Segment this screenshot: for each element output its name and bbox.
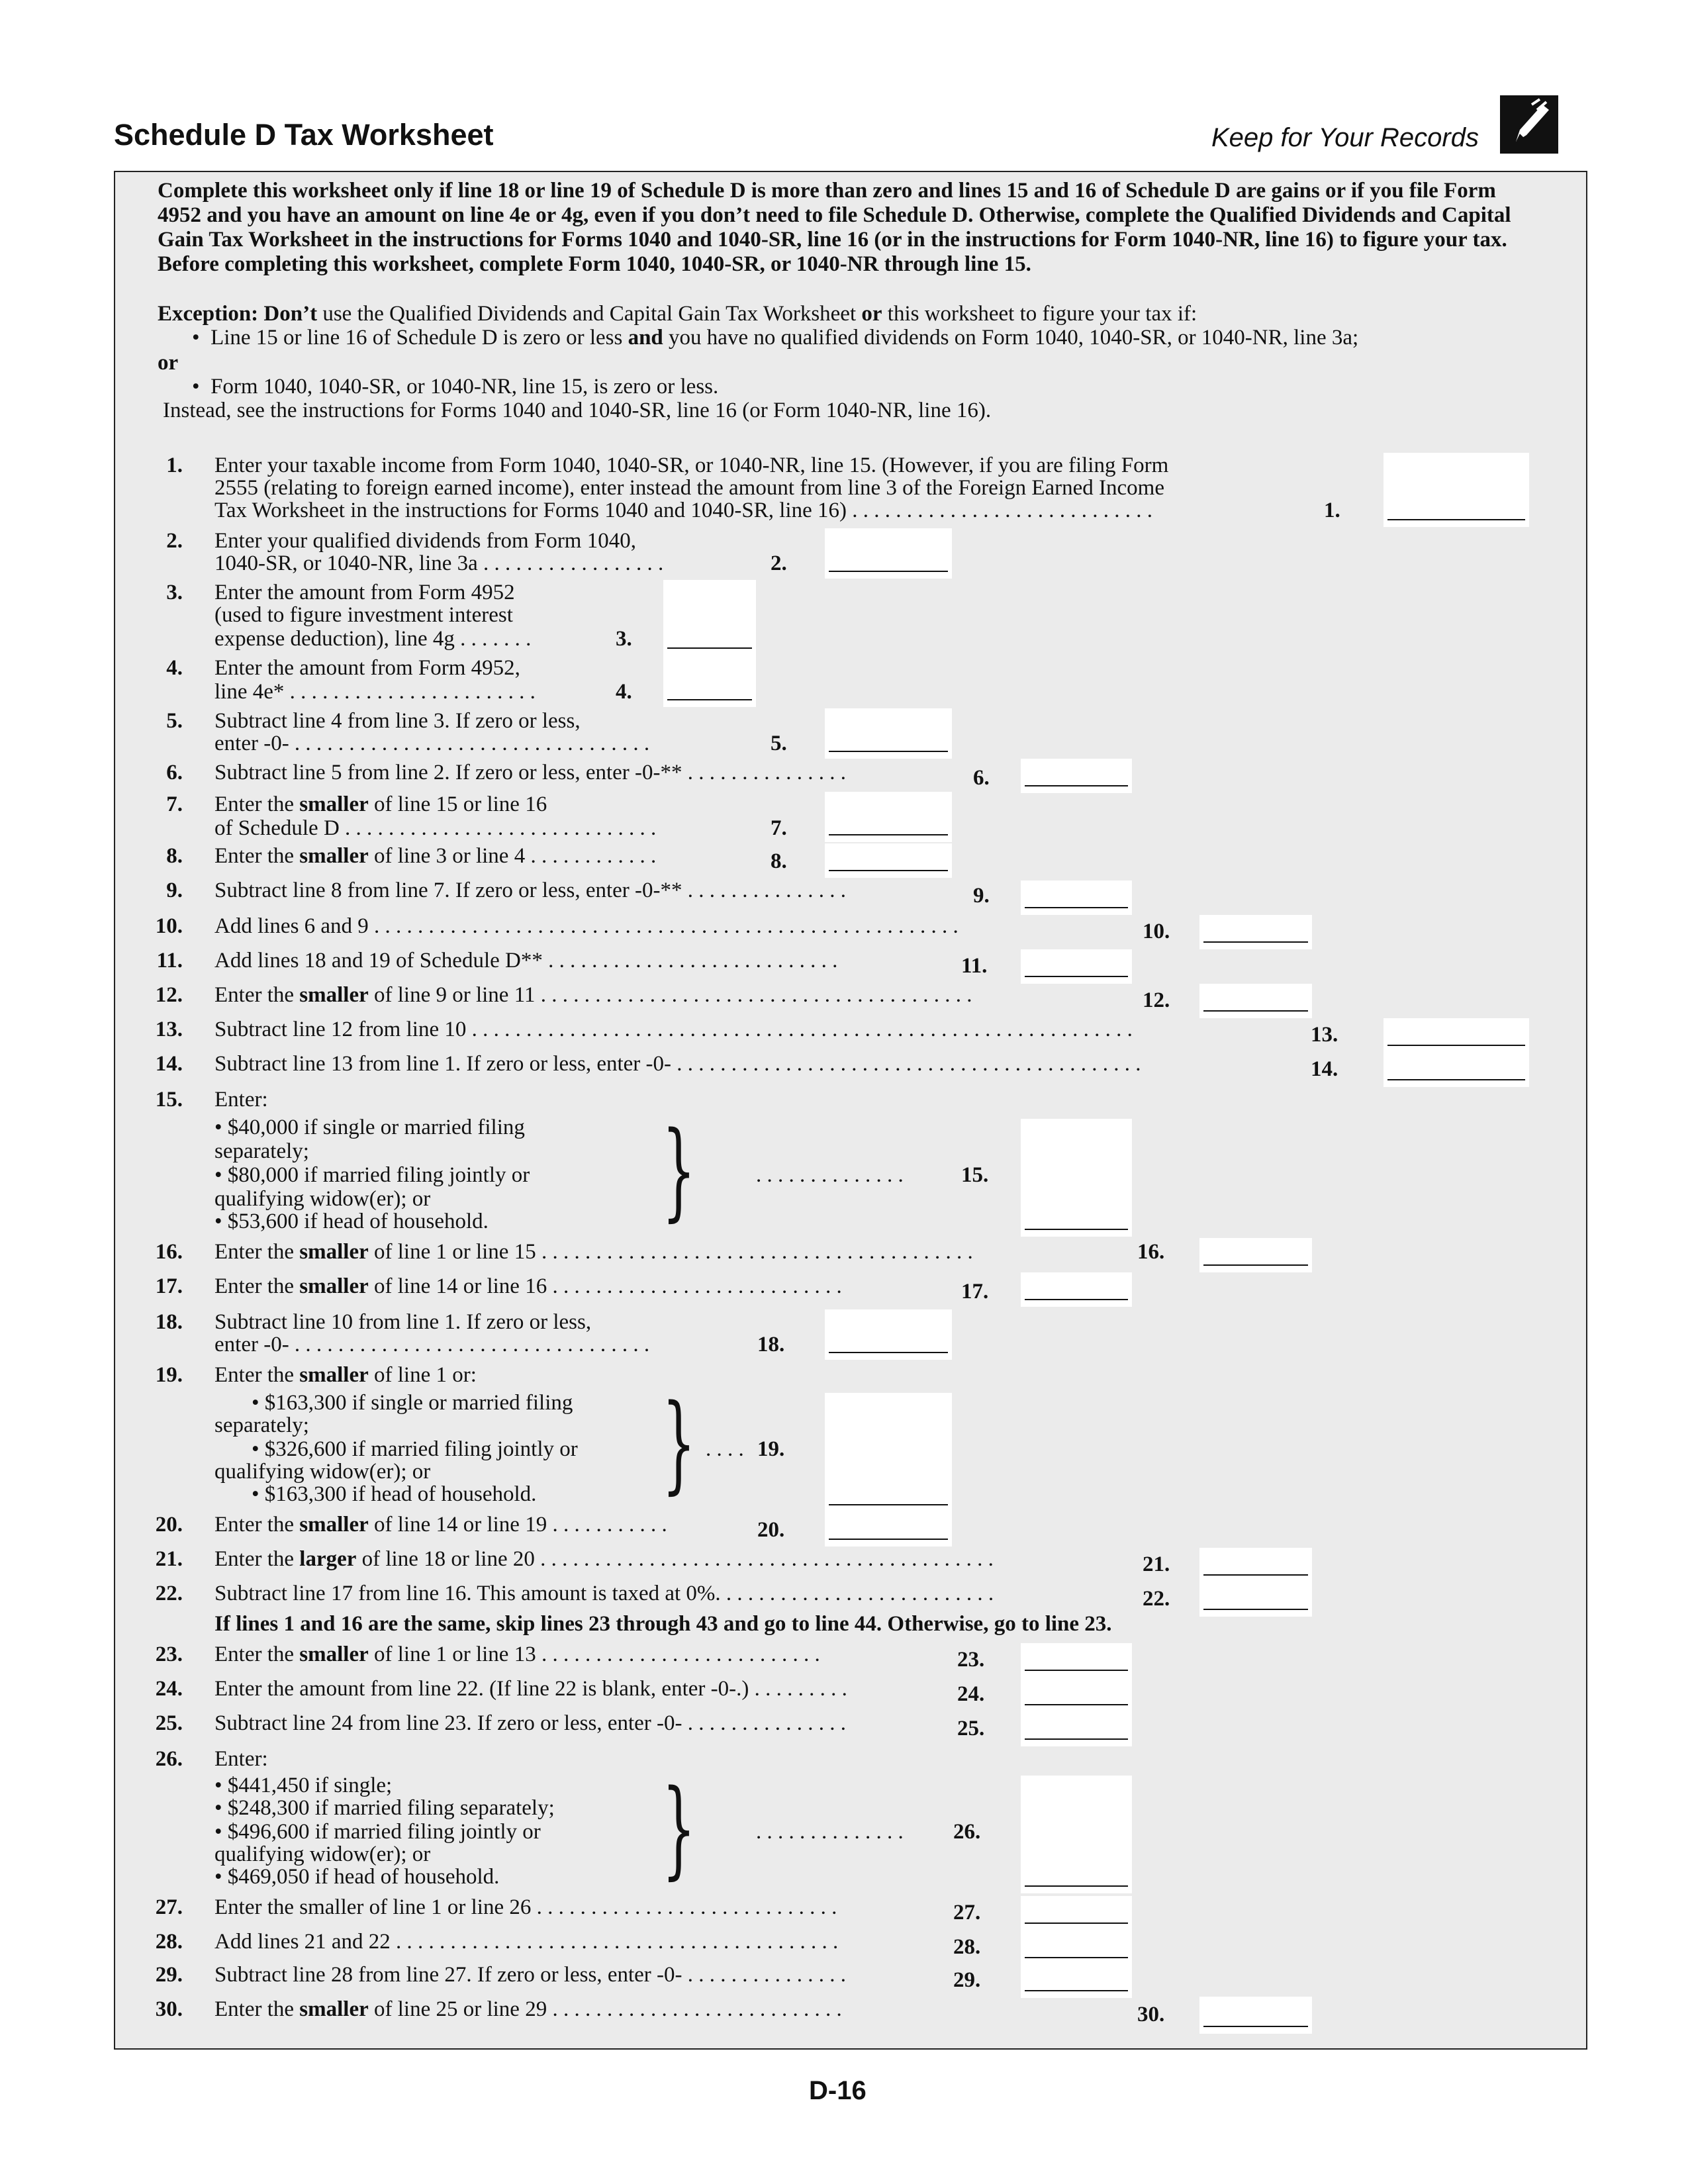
line-number: 28.	[155, 1930, 183, 1954]
text-a: Enter the	[214, 792, 300, 816]
line-text: Enter the amount from Form 4952	[214, 581, 515, 604]
line-26-b2	[0, 1797, 1688, 1823]
line-ref: 8.	[771, 849, 787, 873]
line-ref: 29.	[953, 1968, 981, 1992]
line-29	[0, 1964, 1688, 1990]
text-a: Enter the	[214, 1547, 300, 1571]
exception-line	[158, 302, 1197, 326]
line-text: Add lines 21 and 22 . . . . . . . . . . . . . . . . . . . . . . . . . . . . . . . . . . . . . . . . .	[214, 1930, 839, 1954]
text-a: Enter the	[214, 844, 300, 868]
text-bold: smaller	[299, 844, 369, 868]
line-3-cont2	[0, 628, 1688, 654]
line-number: 7.	[166, 792, 183, 816]
bullet1-text-b: you have no qualified dividends on Form 1040, 1040-SR, or 1040-NR, line 3a;	[663, 326, 1359, 350]
line-text	[214, 1241, 973, 1264]
text-bold: larger	[299, 1547, 357, 1571]
line-number: 23.	[155, 1642, 183, 1666]
line-text: Subtract line 4 from line 3. If zero or less,	[214, 709, 581, 733]
line-ref: 30.	[1137, 2003, 1165, 2026]
leader-dots: . . . .	[706, 1437, 744, 1461]
line-number: 29.	[155, 1963, 183, 1987]
line-text: Subtract line 24 from line 23. If zero or less, enter -0- . . . . . . . . . . . . . . .	[214, 1711, 847, 1735]
line-17	[0, 1275, 1688, 1302]
line-3-amount-field[interactable]	[663, 580, 756, 655]
exception-end: this worksheet to figure your tax if:	[882, 302, 1197, 326]
line-ref: 9.	[973, 884, 990, 908]
line-text: Subtract line 28 from line 27. If zero or less, enter -0- . . . . . . . . . . . . . . .	[214, 1963, 847, 1987]
line-ref: 16.	[1137, 1240, 1165, 1264]
bullet-text: • $163,300 if single or married filing	[252, 1391, 573, 1415]
line-text: Subtract line 5 from line 2. If zero or less, enter -0-** . . . . . . . . . . . . . . .	[214, 761, 847, 784]
line-28-amount-field[interactable]	[1021, 1930, 1132, 1965]
line-19-amount-field[interactable]	[825, 1393, 952, 1512]
bullet-text: qualifying widow(er); or	[214, 1842, 431, 1866]
line-6-amount-field[interactable]	[1021, 759, 1132, 793]
text-c: of line 15 or line 16	[368, 792, 547, 816]
text-a: Enter the	[214, 1274, 300, 1298]
text-a: Enter the	[214, 983, 300, 1007]
line-2-amount-field[interactable]	[825, 528, 952, 579]
line-ref: 24.	[957, 1682, 985, 1706]
page-title: Schedule D Tax Worksheet	[114, 118, 494, 152]
text-c: of line 14 or line 19 . . . . . . . . . . .	[368, 1513, 667, 1537]
text-a: Enter the	[214, 1513, 300, 1537]
line-ref: 23.	[957, 1648, 985, 1672]
line-12	[0, 984, 1688, 1010]
line-27	[0, 1896, 1688, 1923]
line-ref: 21.	[1143, 1552, 1170, 1576]
line-19	[0, 1364, 1688, 1390]
text-a: Enter the	[214, 1363, 300, 1387]
line-number: 16.	[155, 1240, 183, 1264]
line-12-amount-field[interactable]	[1199, 984, 1312, 1018]
line-text: Tax Worksheet in the instructions for Forms 1040 and 1040-SR, line 16) . . . . . . . . . . . . . . . . . . . . . . . . . . . .	[214, 499, 1152, 522]
line-24-amount-field[interactable]	[1021, 1678, 1132, 1712]
text-c: of line 3 or line 4 . . . . . . . . . . . .	[368, 844, 657, 868]
line-ref: 7.	[771, 816, 787, 840]
text-bold: smaller	[299, 1240, 369, 1264]
text-bold: smaller	[299, 983, 369, 1007]
line-number: 9.	[166, 878, 183, 902]
line-21-amount-field[interactable]	[1199, 1548, 1312, 1582]
pencil-icon	[1500, 95, 1558, 154]
line-24	[0, 1678, 1688, 1704]
line-30-amount-field[interactable]	[1199, 1997, 1312, 2034]
line-text: (used to figure investment interest	[214, 603, 513, 627]
exception-instead: Instead, see the instructions for Forms 1040 and 1040-SR, line 16 (or Form 1040-NR, line 16).	[163, 399, 992, 422]
skip-text: If lines 1 and 16 are the same, skip lines 23 through 43 and go to line 44. Otherwise, go to line 23.	[214, 1612, 1112, 1636]
line-4-amount-field[interactable]	[663, 655, 756, 707]
line-26-amount-field[interactable]	[1021, 1776, 1132, 1893]
line-text: Subtract line 10 from line 1. If zero or less,	[214, 1310, 592, 1334]
exception-bullet-1: • Line 15 or line 16 of Schedule D is zero or less and you have no qualified dividends on Form 1040, 1040-SR, or 1040-NR, line 3a;	[192, 326, 1359, 350]
line-23-amount-field[interactable]	[1021, 1643, 1132, 1678]
bullet-text: • $469,050 if head of household.	[214, 1865, 500, 1889]
brace-icon: }	[662, 1108, 696, 1232]
line-14-amount-field[interactable]	[1383, 1053, 1529, 1087]
bullet-text: qualifying widow(er); or	[214, 1187, 431, 1211]
line-ref: 2.	[771, 551, 787, 575]
line-15-b3	[0, 1210, 1688, 1237]
text-c: of line 1 or line 13 . . . . . . . . . . . . . . . . . . . . . . . . . .	[368, 1642, 820, 1666]
text-c: of line 1 or:	[368, 1363, 477, 1387]
line-9-amount-field[interactable]	[1021, 880, 1132, 915]
line-10	[0, 915, 1688, 941]
line-number: 18.	[155, 1310, 183, 1334]
line-text: Enter:	[214, 1747, 268, 1771]
bullet1-text-a: Line 15 or line 16 of Schedule D is zero or less	[211, 326, 628, 350]
line-4	[0, 657, 1688, 683]
line-number: 24.	[155, 1677, 183, 1701]
text-a: Enter the	[214, 1240, 300, 1264]
line-number: 5.	[166, 709, 183, 733]
line-text: Enter your qualified dividends from Form 1040,	[214, 529, 636, 553]
line-15-b1	[0, 1116, 1688, 1143]
line-ref: 28.	[953, 1935, 981, 1959]
page-number: D-16	[809, 2076, 867, 2105]
text-bold: smaller	[299, 1642, 369, 1666]
line-number: 11.	[156, 949, 183, 973]
line-number: 14.	[155, 1052, 183, 1076]
line-text: line 4e* . . . . . . . . . . . . . . . . . . . . . . .	[214, 680, 536, 704]
line-number: 4.	[166, 656, 183, 680]
line-5-amount-field[interactable]	[825, 708, 952, 759]
line-ref: 5.	[771, 732, 787, 755]
text-c: of line 25 or line 29 . . . . . . . . . . . . . . . . . . . . . . . . . . .	[368, 1997, 842, 2021]
line-ref: 11.	[961, 954, 988, 978]
line-text: Enter:	[214, 1088, 268, 1112]
line-7-amount-field[interactable]	[825, 792, 952, 842]
line-ref: 18.	[757, 1333, 785, 1356]
line-ref: 4.	[616, 680, 632, 704]
text-bold: smaller	[299, 1363, 369, 1387]
line-text	[214, 984, 972, 1007]
line-15-b1b	[0, 1140, 1688, 1166]
line-text	[214, 1364, 477, 1387]
line-ref: 17.	[961, 1280, 989, 1304]
line-text: Add lines 18 and 19 of Schedule D** . . . . . . . . . . . . . . . . . . . . . . . . . . .	[214, 949, 838, 973]
text-c: of line 9 or line 11 . . . . . . . . . . . . . . . . . . . . . . . . . . . . . . . . . . . . . . . .	[368, 983, 972, 1007]
line-text: Subtract line 12 from line 10 . . . . . . . . . . . . . . . . . . . . . . . . . . . . . . . . . . . . . . . . . . . . . . . . . . . . . . . . . . . . .	[214, 1018, 1133, 1041]
line-number: 25.	[155, 1711, 183, 1735]
line-ref: 20.	[757, 1518, 785, 1542]
line-number: 21.	[155, 1547, 183, 1571]
line-text: Enter the amount from line 22. (If line 22 is blank, enter -0-.) . . . . . . . . .	[214, 1677, 847, 1701]
exception-bullet-2: • Form 1040, 1040-SR, or 1040-NR, line 15, is zero or less.	[192, 375, 719, 399]
bullet-text: • $163,300 if head of household.	[252, 1482, 537, 1506]
line-ref: 14.	[1311, 1057, 1338, 1081]
text-c: of line 18 or line 20 . . . . . . . . . . . . . . . . . . . . . . . . . . . . . . . . . . . . . . . . . .	[356, 1547, 994, 1571]
line-15	[0, 1088, 1688, 1115]
line-4-cont	[0, 681, 1688, 707]
line-text	[214, 793, 547, 816]
bullet-text: • $248,300 if married filing separately;	[214, 1796, 555, 1820]
line-16	[0, 1241, 1688, 1267]
brace-icon: }	[662, 1766, 696, 1890]
line-number: 17.	[155, 1274, 183, 1298]
line-text: enter -0- . . . . . . . . . . . . . . . . . . . . . . . . . . . . . . . . .	[214, 732, 650, 755]
line-number: 26.	[155, 1747, 183, 1771]
line-ref: 13.	[1311, 1023, 1338, 1047]
text-bold: smaller	[299, 1274, 369, 1298]
text-c: of line 1 or line 15 . . . . . . . . . . . . . . . . . . . . . . . . . . . . . . . . . . . . . . . .	[368, 1240, 973, 1264]
text-bold: smaller	[299, 792, 369, 816]
line-text: Subtract line 13 from line 1. If zero or less, enter -0- . . . . . . . . . . . . . . . . . . . . . . . . . . . . . . . . . . . . . . . . . . .	[214, 1052, 1141, 1076]
line-text: enter -0- . . . . . . . . . . . . . . . . . . . . . . . . . . . . . . . . .	[214, 1333, 650, 1356]
line-text: 1040-SR, or 1040-NR, line 3a . . . . . . . . . . . . . . . . .	[214, 551, 664, 575]
line-number: 10.	[155, 914, 183, 938]
text-a: Enter the	[214, 1997, 300, 2021]
line-ref: 27.	[953, 1901, 981, 1924]
line-ref: 1.	[1324, 499, 1340, 522]
line-30	[0, 1998, 1688, 2024]
line-10-amount-field[interactable]	[1199, 915, 1312, 949]
line-15-amount-field[interactable]	[1021, 1119, 1132, 1237]
text-c: of line 14 or line 16 . . . . . . . . . . . . . . . . . . . . . . . . . . .	[368, 1274, 842, 1298]
line-text: Subtract line 8 from line 7. If zero or less, enter -0-** . . . . . . . . . . . . . . .	[214, 878, 847, 902]
line-text: Enter the smaller of line 1 or line 26 . . . . . . . . . . . . . . . . . . . . . . . . . . . .	[214, 1895, 837, 1919]
line-number: 20.	[155, 1513, 183, 1537]
exception-text: use the Qualified Dividends and Capital Gain Tax Worksheet	[317, 302, 862, 326]
line-ref: 12.	[1143, 988, 1170, 1012]
line-number: 15.	[155, 1088, 183, 1112]
line-text: expense deduction), line 4g . . . . . . .	[214, 627, 532, 651]
line-17-amount-field[interactable]	[1021, 1272, 1132, 1307]
line-number: 22.	[155, 1582, 183, 1605]
line-ref: 10.	[1143, 920, 1170, 943]
bullet1-and: and	[628, 326, 663, 350]
or-word: or	[158, 351, 179, 375]
line-22	[0, 1582, 1688, 1609]
line-number: 1.	[166, 453, 183, 477]
line-1-amount-field[interactable]	[1383, 453, 1529, 527]
line-28	[0, 1930, 1688, 1957]
line-ref: 19.	[757, 1437, 785, 1461]
line-23	[0, 1643, 1688, 1670]
skip-instruction	[0, 1613, 1688, 1639]
line-number: 27.	[155, 1895, 183, 1919]
leader-dots: . . . . . . . . . . . . . .	[756, 1820, 904, 1844]
line-13-amount-field[interactable]	[1383, 1018, 1529, 1053]
line-text: Enter the amount from Form 4952,	[214, 656, 520, 680]
brace-icon: }	[662, 1381, 696, 1505]
line-text: Add lines 6 and 9 . . . . . . . . . . . . . . . . . . . . . . . . . . . . . . . . . . . . . . . . . . . . . . . . . . . . . .	[214, 914, 959, 938]
line-25-amount-field[interactable]	[1021, 1712, 1132, 1746]
line-number: 12.	[155, 983, 183, 1007]
bullet-text: • $40,000 if single or married filing	[214, 1116, 525, 1139]
leader-dots: . . . . . . . . . . . . . .	[756, 1163, 904, 1187]
line-29-amount-field[interactable]	[1021, 1964, 1132, 1998]
line-27-amount-field[interactable]	[1021, 1896, 1132, 1930]
text-bold: smaller	[299, 1997, 369, 2021]
bullet2-text: Form 1040, 1040-SR, or 1040-NR, line 15, is zero or less.	[211, 375, 719, 399]
line-number: 19.	[155, 1363, 183, 1387]
bullet-text: • $496,600 if married filing jointly or	[214, 1820, 541, 1844]
line-text	[214, 1513, 667, 1537]
line-18-amount-field[interactable]	[825, 1309, 952, 1360]
line-text: Enter your taxable income from Form 1040, 1040-SR, or 1040-NR, line 15. (However, if you are filing Form	[214, 453, 1169, 477]
bullet-text: qualifying widow(er); or	[214, 1460, 431, 1484]
bullet-text: • $441,450 if single;	[214, 1774, 393, 1797]
line-21	[0, 1548, 1688, 1574]
line-ref: 22.	[1143, 1587, 1170, 1611]
line-25	[0, 1712, 1688, 1738]
keep-for-records-label: Keep for Your Records	[1211, 123, 1479, 152]
line-15-b2	[0, 1164, 1688, 1190]
line-22-amount-field[interactable]	[1199, 1582, 1312, 1617]
exception-label: Exception: Don’t	[158, 302, 318, 326]
exception-or: or	[861, 302, 882, 326]
line-number: 2.	[166, 529, 183, 553]
line-text: of Schedule D . . . . . . . . . . . . . . . . . . . . . . . . . . . . .	[214, 816, 657, 840]
line-number: 8.	[166, 844, 183, 868]
bullet-text: • $326,600 if married filing jointly or	[252, 1437, 578, 1461]
line-ref: 26.	[953, 1820, 981, 1844]
line-6	[0, 761, 1688, 788]
line-ref: 3.	[616, 627, 632, 651]
line-9	[0, 879, 1688, 906]
line-text	[214, 1998, 842, 2021]
line-8-amount-field[interactable]	[825, 843, 952, 878]
line-number: 6.	[166, 761, 183, 784]
line-ref: 6.	[973, 766, 990, 790]
bullet-text: separately;	[214, 1139, 309, 1163]
text-a: Enter the	[214, 1642, 300, 1666]
line-16-amount-field[interactable]	[1199, 1238, 1312, 1272]
line-number: 30.	[155, 1997, 183, 2021]
line-ref: 25.	[957, 1717, 985, 1740]
line-text: Subtract line 17 from line 16. This amount is taxed at 0%. . . . . . . . . . . . . . . . . . . . . . . . . .	[214, 1582, 994, 1605]
line-11-amount-field[interactable]	[1021, 949, 1132, 984]
line-number: 3.	[166, 581, 183, 604]
line-number: 13.	[155, 1018, 183, 1041]
line-26-b4	[0, 1866, 1688, 1892]
bullet-text: • $53,600 if head of household.	[214, 1210, 489, 1233]
line-26	[0, 1748, 1688, 1774]
line-text	[214, 1643, 820, 1666]
line-11	[0, 949, 1688, 976]
intro-paragraph: Complete this worksheet only if line 18 or line 19 of Schedule D is more than zero and lines 15 and 16 of Schedule D are gains or if you file Form 4952 and you have an amount on line 4e or 4g, even if you don’t need to file Schedule D. Otherwise, complete the Qualified Dividends and Capital Gain Tax Worksheet in the instructions for Forms 1040 and 1040-SR, line 16 (or in the instructions for Form 1040-NR, line 16) to figure your tax. Before completing this worksheet, complete Form 1040, 1040-SR, or 1040-NR through line 15.	[158, 179, 1511, 276]
exception-or-word	[158, 351, 178, 375]
line-ref: 15.	[961, 1163, 989, 1187]
line-text: 2555 (relating to foreign earned income), enter instead the amount from line 3 of the Foreign Earned Income	[214, 476, 1165, 500]
text-bold: smaller	[299, 1513, 369, 1537]
bullet-text: • $80,000 if married filing jointly or	[214, 1163, 530, 1187]
line-3-cont	[0, 604, 1688, 630]
line-text	[214, 1548, 994, 1571]
line-text	[214, 845, 656, 868]
bullet-text: separately;	[214, 1413, 309, 1437]
line-20-amount-field[interactable]	[825, 1512, 952, 1546]
line-text	[214, 1275, 842, 1298]
